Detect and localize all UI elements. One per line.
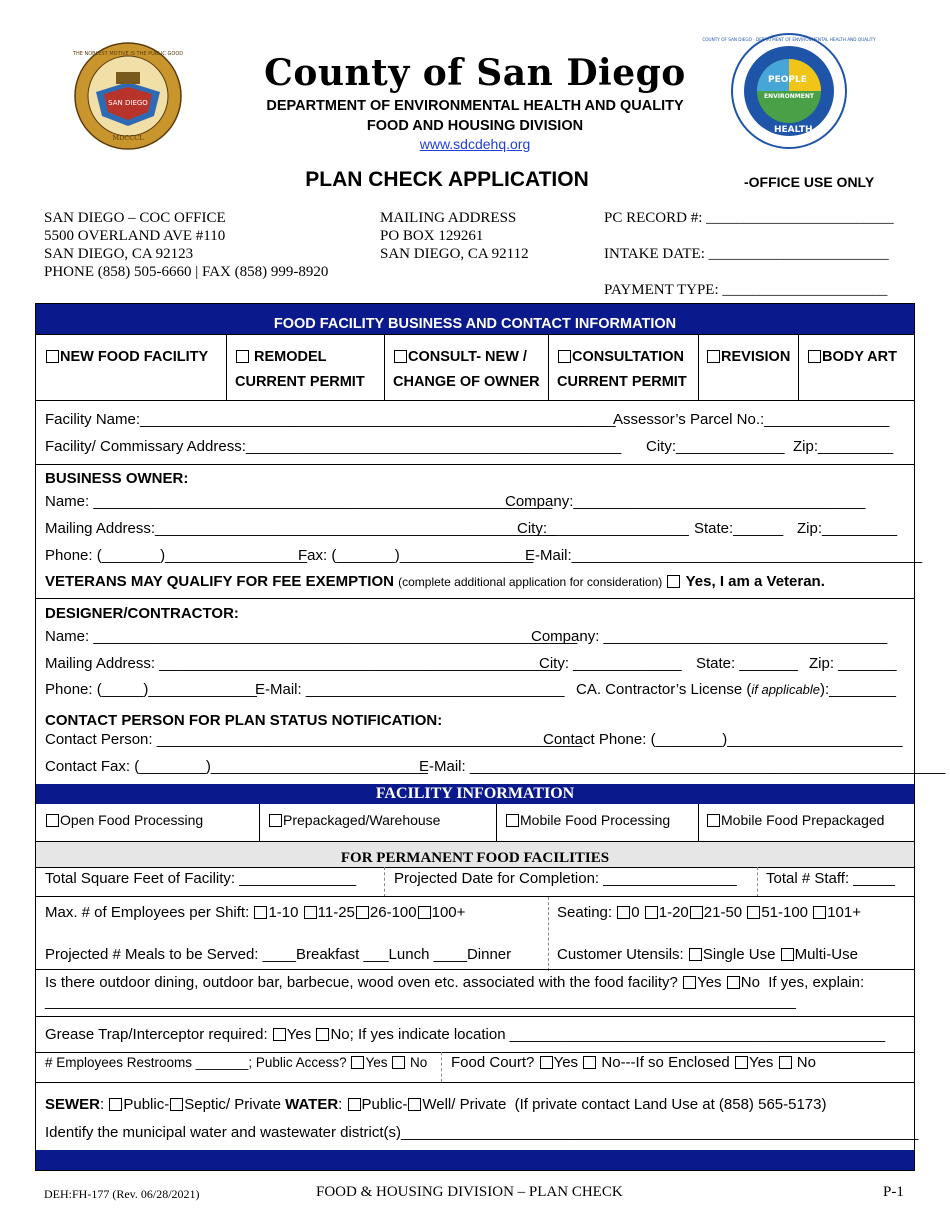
designer-state-field[interactable]: State: _______ <box>696 655 798 672</box>
checkbox[interactable] <box>392 1056 405 1069</box>
mailing-address: MAILING ADDRESS PO BOX 129261 SAN DIEGO, CA 92112 <box>380 210 529 262</box>
designer-email-field[interactable]: E-Mail: _______________________________ <box>255 681 565 698</box>
checkbox[interactable] <box>707 814 720 827</box>
checkbox[interactable] <box>46 350 59 363</box>
svg-text:HEALTH: HEALTH <box>774 125 813 135</box>
owner-state-field[interactable]: State:______ <box>694 520 784 537</box>
checkbox[interactable] <box>304 906 317 919</box>
section-header-business: FOOD FACILITY BUSINESS AND CONTACT INFORMATION <box>36 304 914 334</box>
pc-record-field[interactable]: PC RECORD #: _________________________ <box>604 210 894 226</box>
type-consult-new[interactable]: CONSULT- NEW / CHANGE OF OWNER <box>393 349 540 390</box>
type-new-facility[interactable]: NEW FOOD FACILITY <box>45 345 208 370</box>
page-number: P-1 <box>883 1184 904 1200</box>
type-consultation[interactable]: CONSULTATION CURRENT PERMIT <box>557 349 687 390</box>
office-use-label: -OFFICE USE ONLY <box>744 174 875 190</box>
bottom-band <box>36 1150 914 1170</box>
apn-field[interactable]: Assessor’s Parcel No.:_______________ <box>613 411 890 428</box>
contact-email-field[interactable]: E-Mail: _________________________________________________________ <box>419 758 946 775</box>
sqft-field[interactable]: Total Square Feet of Facility: ______________ <box>45 870 357 887</box>
permanent-facilities-header: FOR PERMANENT FOOD FACILITIES <box>36 842 914 867</box>
contact-person-field[interactable]: Contact Person: ___________________________________________________ <box>45 731 583 748</box>
contact-heading: CONTACT PERSON FOR PLAN STATUS NOTIFICATION: <box>45 712 443 729</box>
department-name: DEPARTMENT OF ENVIRONMENTAL HEALTH AND QUALITY <box>266 98 684 114</box>
designer-heading: DESIGNER/CONTRACTOR: <box>45 605 239 622</box>
designer-city-field[interactable]: City: _____________ <box>539 655 682 672</box>
section-header-facility: FACILITY INFORMATION <box>36 784 914 804</box>
food-court-row[interactable]: Food Court? Yes No---If so Enclosed Yes No <box>451 1054 816 1071</box>
checkbox[interactable] <box>813 906 826 919</box>
checkbox[interactable] <box>269 814 282 827</box>
checkbox[interactable] <box>683 976 696 989</box>
owner-mailing-field[interactable]: Mailing Address:________________________________________________ <box>45 520 556 537</box>
checkbox[interactable] <box>316 1028 329 1041</box>
facility-address-field[interactable]: Facility/ Commissary Address:_____________________________________________ <box>45 438 622 455</box>
veteran-checkbox[interactable] <box>667 575 680 588</box>
office-address: SAN DIEGO – COC OFFICE 5500 OVERLAND AVE #110 SAN DIEGO, CA 92123 PHONE (858) 505-6660 | FAX (858) 999-8920 <box>44 210 329 280</box>
owner-company-field[interactable]: Company:___________________________________ <box>505 493 866 510</box>
designer-mailing-field[interactable]: Mailing Address: ________________________________________________ <box>45 655 560 672</box>
designer-name-field[interactable]: Name: __________________________________________________________ <box>45 628 578 645</box>
checkbox[interactable] <box>254 906 267 919</box>
designer-zip-field[interactable]: Zip: _______ <box>809 655 897 672</box>
form-title: PLAN CHECK APPLICATION <box>305 168 589 191</box>
utensils-options[interactable]: Customer Utensils: Single Use Multi-Use <box>557 946 858 963</box>
sewer-water-row[interactable]: SEWER: Public- Septic/ Private WATER: Public- Well/ Private (If private contact Land Use at (858) 565-5173) <box>45 1096 827 1113</box>
svg-text:COUNTY OF SAN DIEGO · DEPARTME: COUNTY OF SAN DIEGO · DEPARTMENT OF ENVIRONMENTAL HEALTH AND QUALITY <box>702 37 876 42</box>
checkbox[interactable] <box>408 1098 421 1111</box>
checkbox[interactable] <box>617 906 630 919</box>
payment-type-field[interactable]: PAYMENT TYPE: ______________________ <box>604 282 888 298</box>
checkbox[interactable] <box>351 1056 364 1069</box>
checkbox[interactable] <box>506 814 519 827</box>
checkbox[interactable] <box>747 906 760 919</box>
employees-per-shift[interactable]: Max. # of Employees per Shift: 1-10 11-25 26-100 100+ <box>45 904 466 921</box>
meals-field[interactable]: Projected # Meals to be Served: ____Breakfast ___Lunch ____Dinner <box>45 946 512 963</box>
checkbox[interactable] <box>727 976 740 989</box>
checkbox[interactable] <box>645 906 658 919</box>
owner-city-field[interactable]: City:_________________ <box>517 520 689 537</box>
checkbox[interactable] <box>46 814 59 827</box>
type-revision[interactable]: REVISION <box>706 345 790 370</box>
checkbox[interactable] <box>348 1098 361 1111</box>
checkbox[interactable] <box>170 1098 183 1111</box>
type-remodel[interactable]: REMODEL CURRENT PERMIT <box>235 349 365 390</box>
completion-date-field[interactable]: Projected Date for Completion: ________________ <box>394 870 737 887</box>
checkbox[interactable] <box>558 350 571 363</box>
checkbox[interactable] <box>689 948 702 961</box>
total-staff-field[interactable]: Total # Staff: _____ <box>766 870 895 887</box>
designer-company-field[interactable]: Company: __________________________________ <box>531 628 888 645</box>
owner-name-field[interactable]: Name: _______________________________________________________ <box>45 493 553 510</box>
facility-name-field[interactable]: Facility Name:_________________________________________________________ <box>45 411 616 428</box>
svg-text:ENVIRONMENT: ENVIRONMENT <box>764 93 814 100</box>
checkbox[interactable] <box>779 1056 792 1069</box>
designer-phone-field[interactable]: Phone: (_____)_____________ <box>45 681 257 698</box>
website-link[interactable]: www.sdcdehq.org <box>419 136 531 152</box>
division-name: FOOD AND HOUSING DIVISION <box>366 118 584 134</box>
type-body-art[interactable]: BODY ART <box>807 345 897 370</box>
checkbox[interactable] <box>781 948 794 961</box>
checkbox[interactable] <box>236 350 249 363</box>
checkbox[interactable] <box>356 906 369 919</box>
owner-phone-field[interactable]: Phone: (_______)_________________ <box>45 547 307 564</box>
veterans-row: VETERANS MAY QUALIFY FOR FEE EXEMPTION (complete additional application for consideration) Yes, I am a Veteran. <box>45 573 825 590</box>
page-title: County of San Diego <box>264 52 686 94</box>
facility-city-field[interactable]: City:_____________ <box>646 438 785 455</box>
svg-text:MDCCCL: MDCCCL <box>112 134 144 142</box>
checkbox[interactable] <box>690 906 703 919</box>
checkbox[interactable] <box>109 1098 122 1111</box>
owner-zip-field[interactable]: Zip:_________ <box>797 520 898 537</box>
svg-text:SAN DIEGO: SAN DIEGO <box>108 99 148 107</box>
outdoor-explain-line[interactable]: __________________________________________________________________________________________ <box>45 993 796 1010</box>
checkbox[interactable] <box>273 1028 286 1041</box>
checkbox[interactable] <box>583 1056 596 1069</box>
checkbox[interactable] <box>707 350 720 363</box>
svg-text:THE NOBLEST MOTIVE IS THE PUBL: THE NOBLEST MOTIVE IS THE PUBLIC GOOD <box>72 51 184 57</box>
intake-date-field[interactable]: INTAKE DATE: ________________________ <box>604 246 889 262</box>
facility-type-mobile-processing[interactable]: Mobile Food Processing <box>505 812 670 828</box>
owner-email-field[interactable]: E-Mail:__________________________________________ <box>525 547 923 564</box>
grease-trap-row[interactable]: Grease Trap/Interceptor required: Yes No; If yes indicate location _____________________________________________ <box>45 1026 886 1043</box>
contact-fax-field[interactable]: Contact Fax: (________)__________________________ <box>45 758 428 775</box>
owner-fax-field[interactable]: Fax: (_______)________________ <box>298 547 534 564</box>
checkbox[interactable] <box>540 1056 553 1069</box>
checkbox[interactable] <box>418 906 431 919</box>
checkbox[interactable] <box>808 350 821 363</box>
contact-phone-field[interactable]: Contact Phone: (________)_____________________ <box>543 731 903 748</box>
restrooms-row[interactable]: # Employees Restrooms _______; Public Access? Yes No <box>45 1055 428 1070</box>
checkbox[interactable] <box>394 350 407 363</box>
water-district-field[interactable]: Identify the municipal water and wastewater district(s)______________________________________________________________ <box>45 1124 919 1141</box>
seating-options[interactable]: Seating: 0 1-20 21-50 51-100 101+ <box>557 904 861 921</box>
owner-heading: BUSINESS OWNER: <box>45 470 189 487</box>
footer-division: FOOD & HOUSING DIVISION – PLAN CHECK <box>316 1184 623 1200</box>
facility-zip-field[interactable]: Zip:_________ <box>793 438 894 455</box>
svg-text:PEOPLE: PEOPLE <box>768 75 807 85</box>
contractor-license-field[interactable]: CA. Contractor’s License (if applicable):________ <box>576 681 896 698</box>
facility-type-open[interactable]: Open Food Processing <box>45 812 203 828</box>
checkbox[interactable] <box>735 1056 748 1069</box>
form-number: DEH:FH-177 (Rev. 06/28/2021) <box>44 1187 200 1201</box>
facility-type-mobile-prepackaged[interactable]: Mobile Food Prepackaged <box>706 812 884 828</box>
facility-type-prepackaged[interactable]: Prepackaged/Warehouse <box>268 812 440 828</box>
outdoor-dining-question[interactable]: Is there outdoor dining, outdoor bar, barbecue, wood oven etc. associated with the food facility? Yes No If yes, explain: <box>45 974 865 991</box>
